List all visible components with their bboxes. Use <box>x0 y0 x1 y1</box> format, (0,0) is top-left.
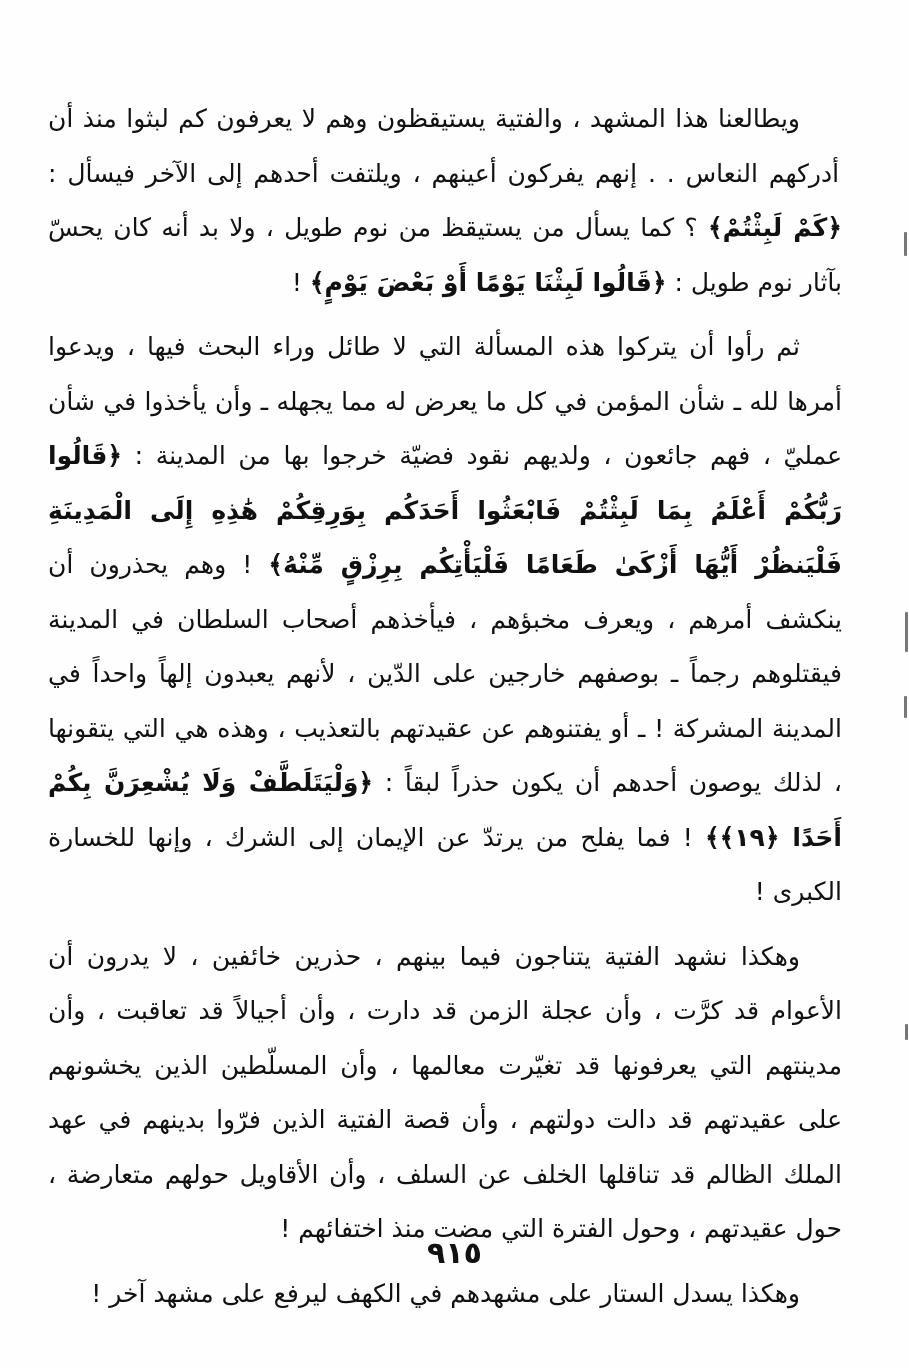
paragraph-1 <box>48 92 842 310</box>
quran-verse: ﴿قَالُوا رَبُّكُمْ أَعْلَمُ بِمَا لَبِثْتُمْ فَابْعَثُوا أَحَدَكُم بِوَرِقِكُمْ هَٰذِهِ إِلَى الْمَدِينَةِ فَلْيَنظُرْ أَيُّهَا أَزْكَىٰ طَعَامًا فَلْيَأْتِكُم بِرِزْقٍ مِّنْهُ﴾ <box>48 441 842 579</box>
scan-edge-mark <box>904 232 907 256</box>
paragraph-2 <box>48 320 842 920</box>
quran-verse: ﴿كَمْ لَبِثْتُمْ﴾ <box>707 213 842 242</box>
quran-verse: ﴿قَالُوا لَبِثْنَا يَوْمًا أَوْ بَعْضَ يَوْمٍ﴾ <box>309 267 667 297</box>
quran-verse: ﴿وَلْيَتَلَطَّفْ وَلَا يُشْعِرَنَّ بِكُمْ أَحَدًا ﴿١٩﴾﴾ <box>48 768 842 852</box>
text-run: ويطالعنا هذا المشهد ، والفتية يستيقظون وهم لا يعرفون كم لبثوا منذ أن أدركهم النعاس . . إنهم يفركون أعينهم ، ويلتفت أحدهم إلى الآخر فيسأل : <box>48 104 840 188</box>
paragraph-4 <box>48 1267 842 1322</box>
page-number: ٩١٥ <box>427 1236 482 1271</box>
text-run: ! وهم يحذرون أن ينكشف أمرهم ، ويعرف مخبؤهم ، فيأخذهم أصحاب السلطان في المدينة فيقتلوهم رجماً ـ بوصفهم خارجين على الدّين ، لأنهم يعبدون إلهاً واحداً في المدينة المشركة ! ـ أو يفتنوهم عن عقيدتهم بالتعذيب ، وهذه هي التي يتقونها ، لذلك يوصون أحدهم أن يكون حذراً لبقاً : <box>48 550 842 797</box>
scan-edge-mark <box>904 696 907 718</box>
scan-edge-mark <box>905 612 908 652</box>
text-run: ! <box>291 267 302 297</box>
text-run: ثم رأوا أن يتركوا هذه المسألة التي لا طائل وراء البحث فيها ، ويدعوا أمرها لله ـ شأن المؤمن في كل ما يعرض له مما يجهله ـ وأن يأخذوا في شأن عمليّ ، فهم جائعون ، ولديهم نقود فضيّة خرجوا بها من المدينة : <box>48 332 842 470</box>
paragraph-3 <box>48 930 842 1257</box>
text-run: وهكذا يسدل الستار على مشهدهم في الكهف ليرفع على مشهد آخر ! <box>91 1278 800 1308</box>
text-run: ! فما يفلح من يرتدّ عن الإيمان إلى الشرك ، وإنها للخسارة الكبرى ! <box>48 822 842 906</box>
body-text <box>48 92 842 1321</box>
text-run: ؟ كما يسأل من يستيقظ من نوم طويل ، ولا بد أنه كان يحسّ بآثار نوم طويل : <box>48 213 842 297</box>
text-run: وهكذا نشهد الفتية يتناجون فيما بينهم ، حذرين خائفين ، لا يدرون أن الأعوام قد كرَّت ، وأن عجلة الزمن قد دارت ، وأن أجيالاً قد تعاقبت ، وأن مدينتهم التي يعرفونها قد تغيّرت معالمها ، وأن المسلّطين الذين يخشونهم على عقيدتهم قد دالت دولتهم ، وأن قصة الفتية الذين فرّوا بدينهم في عهد الملك الظالم قد تناقلها الخلف عن السلف ، وأن الأقاويل حولهم متعارضة ، حول عقيدتهم ، وحول الفترة التي مضت منذ اختفائهم ! <box>48 941 842 1243</box>
scan-edge-mark <box>905 1024 908 1040</box>
